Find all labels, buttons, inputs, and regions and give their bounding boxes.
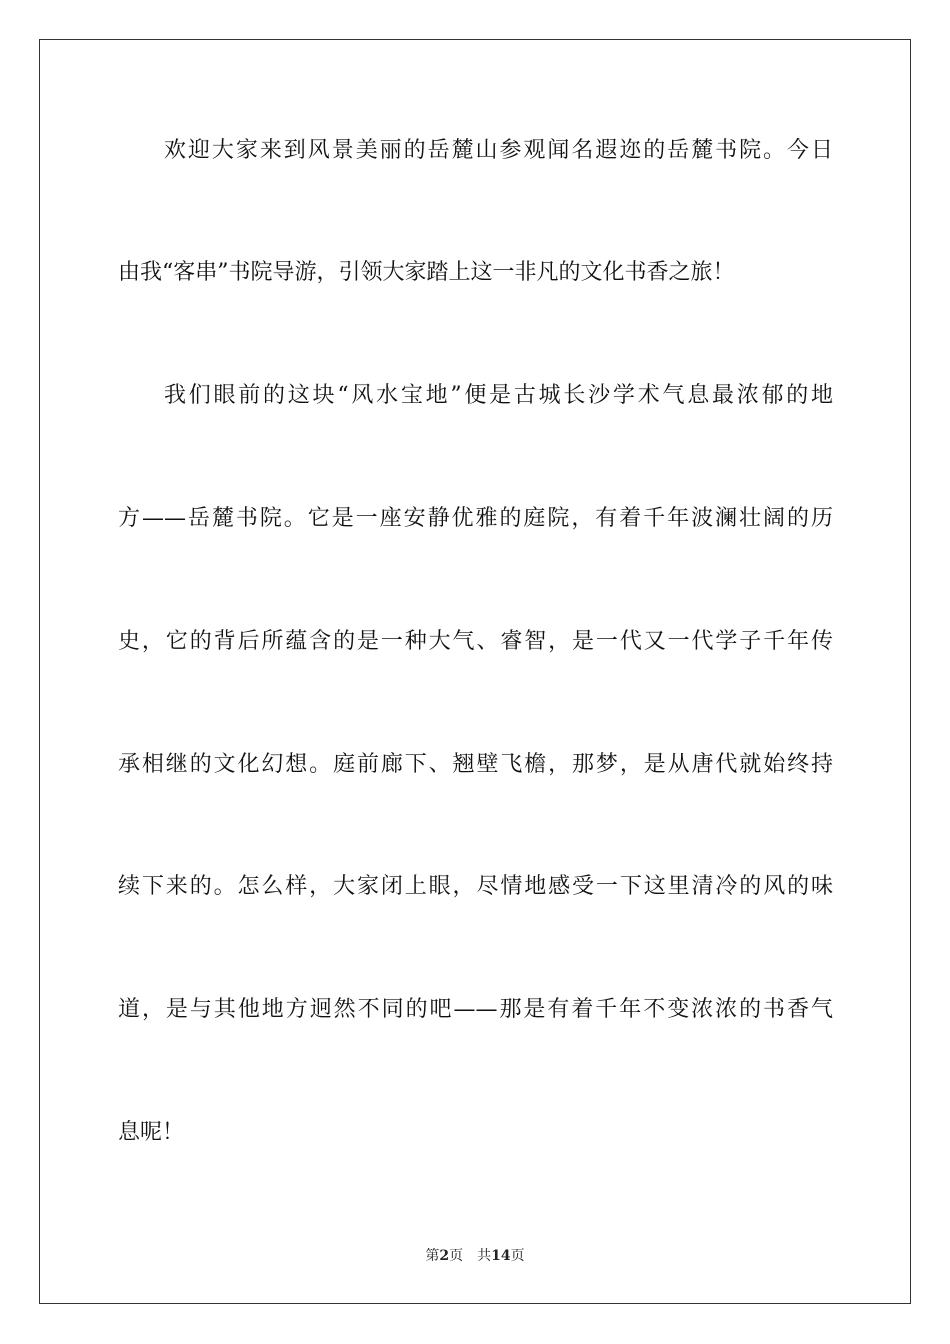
paragraph-2-line-3: 史，它的背后所蕴含的是一种大气、睿智，是一代又一代学子千年传 <box>118 629 833 654</box>
total-pages: 14 <box>491 1248 511 1264</box>
total-prefix: 共 <box>477 1248 492 1264</box>
paragraph-1-line-2: 由我“客串”书院导游，引领大家踏上这一非凡的文化书香之旅！ <box>118 260 735 285</box>
paragraph-2-line-6: 道，是与其他地方迥然不同的吧——那是有着千年不变浓浓的书香气 <box>118 997 833 1022</box>
total-suffix: 页 <box>510 1248 525 1264</box>
page-number: 2 <box>439 1248 450 1264</box>
paragraph-1-line-1: 欢迎大家来到风景美丽的岳麓山参观闻名遐迩的岳麓书院。今日 <box>164 138 833 163</box>
page-prefix: 第 <box>425 1248 440 1264</box>
paragraph-2-line-4: 承相继的文化幻想。庭前廊下、翘壁飞檐，那梦，是从唐代就始终持 <box>118 752 833 777</box>
paragraph-2-line-5: 续下来的。怎么样，大家闭上眼，尽情地感受一下这里清冷的风的味 <box>118 874 833 899</box>
page-suffix: 页 <box>449 1248 464 1264</box>
page-frame <box>39 39 911 1304</box>
paragraph-2-line-1: 我们眼前的这块“风水宝地”便是古城长沙学术气息最浓郁的地 <box>164 383 833 408</box>
paragraph-2-line-7: 息呢！ <box>118 1120 185 1145</box>
paragraph-2-line-2: 方——岳麓书院。它是一座安静优雅的庭院，有着千年波澜壮阔的历 <box>118 506 833 531</box>
page-footer <box>0 1246 950 1266</box>
